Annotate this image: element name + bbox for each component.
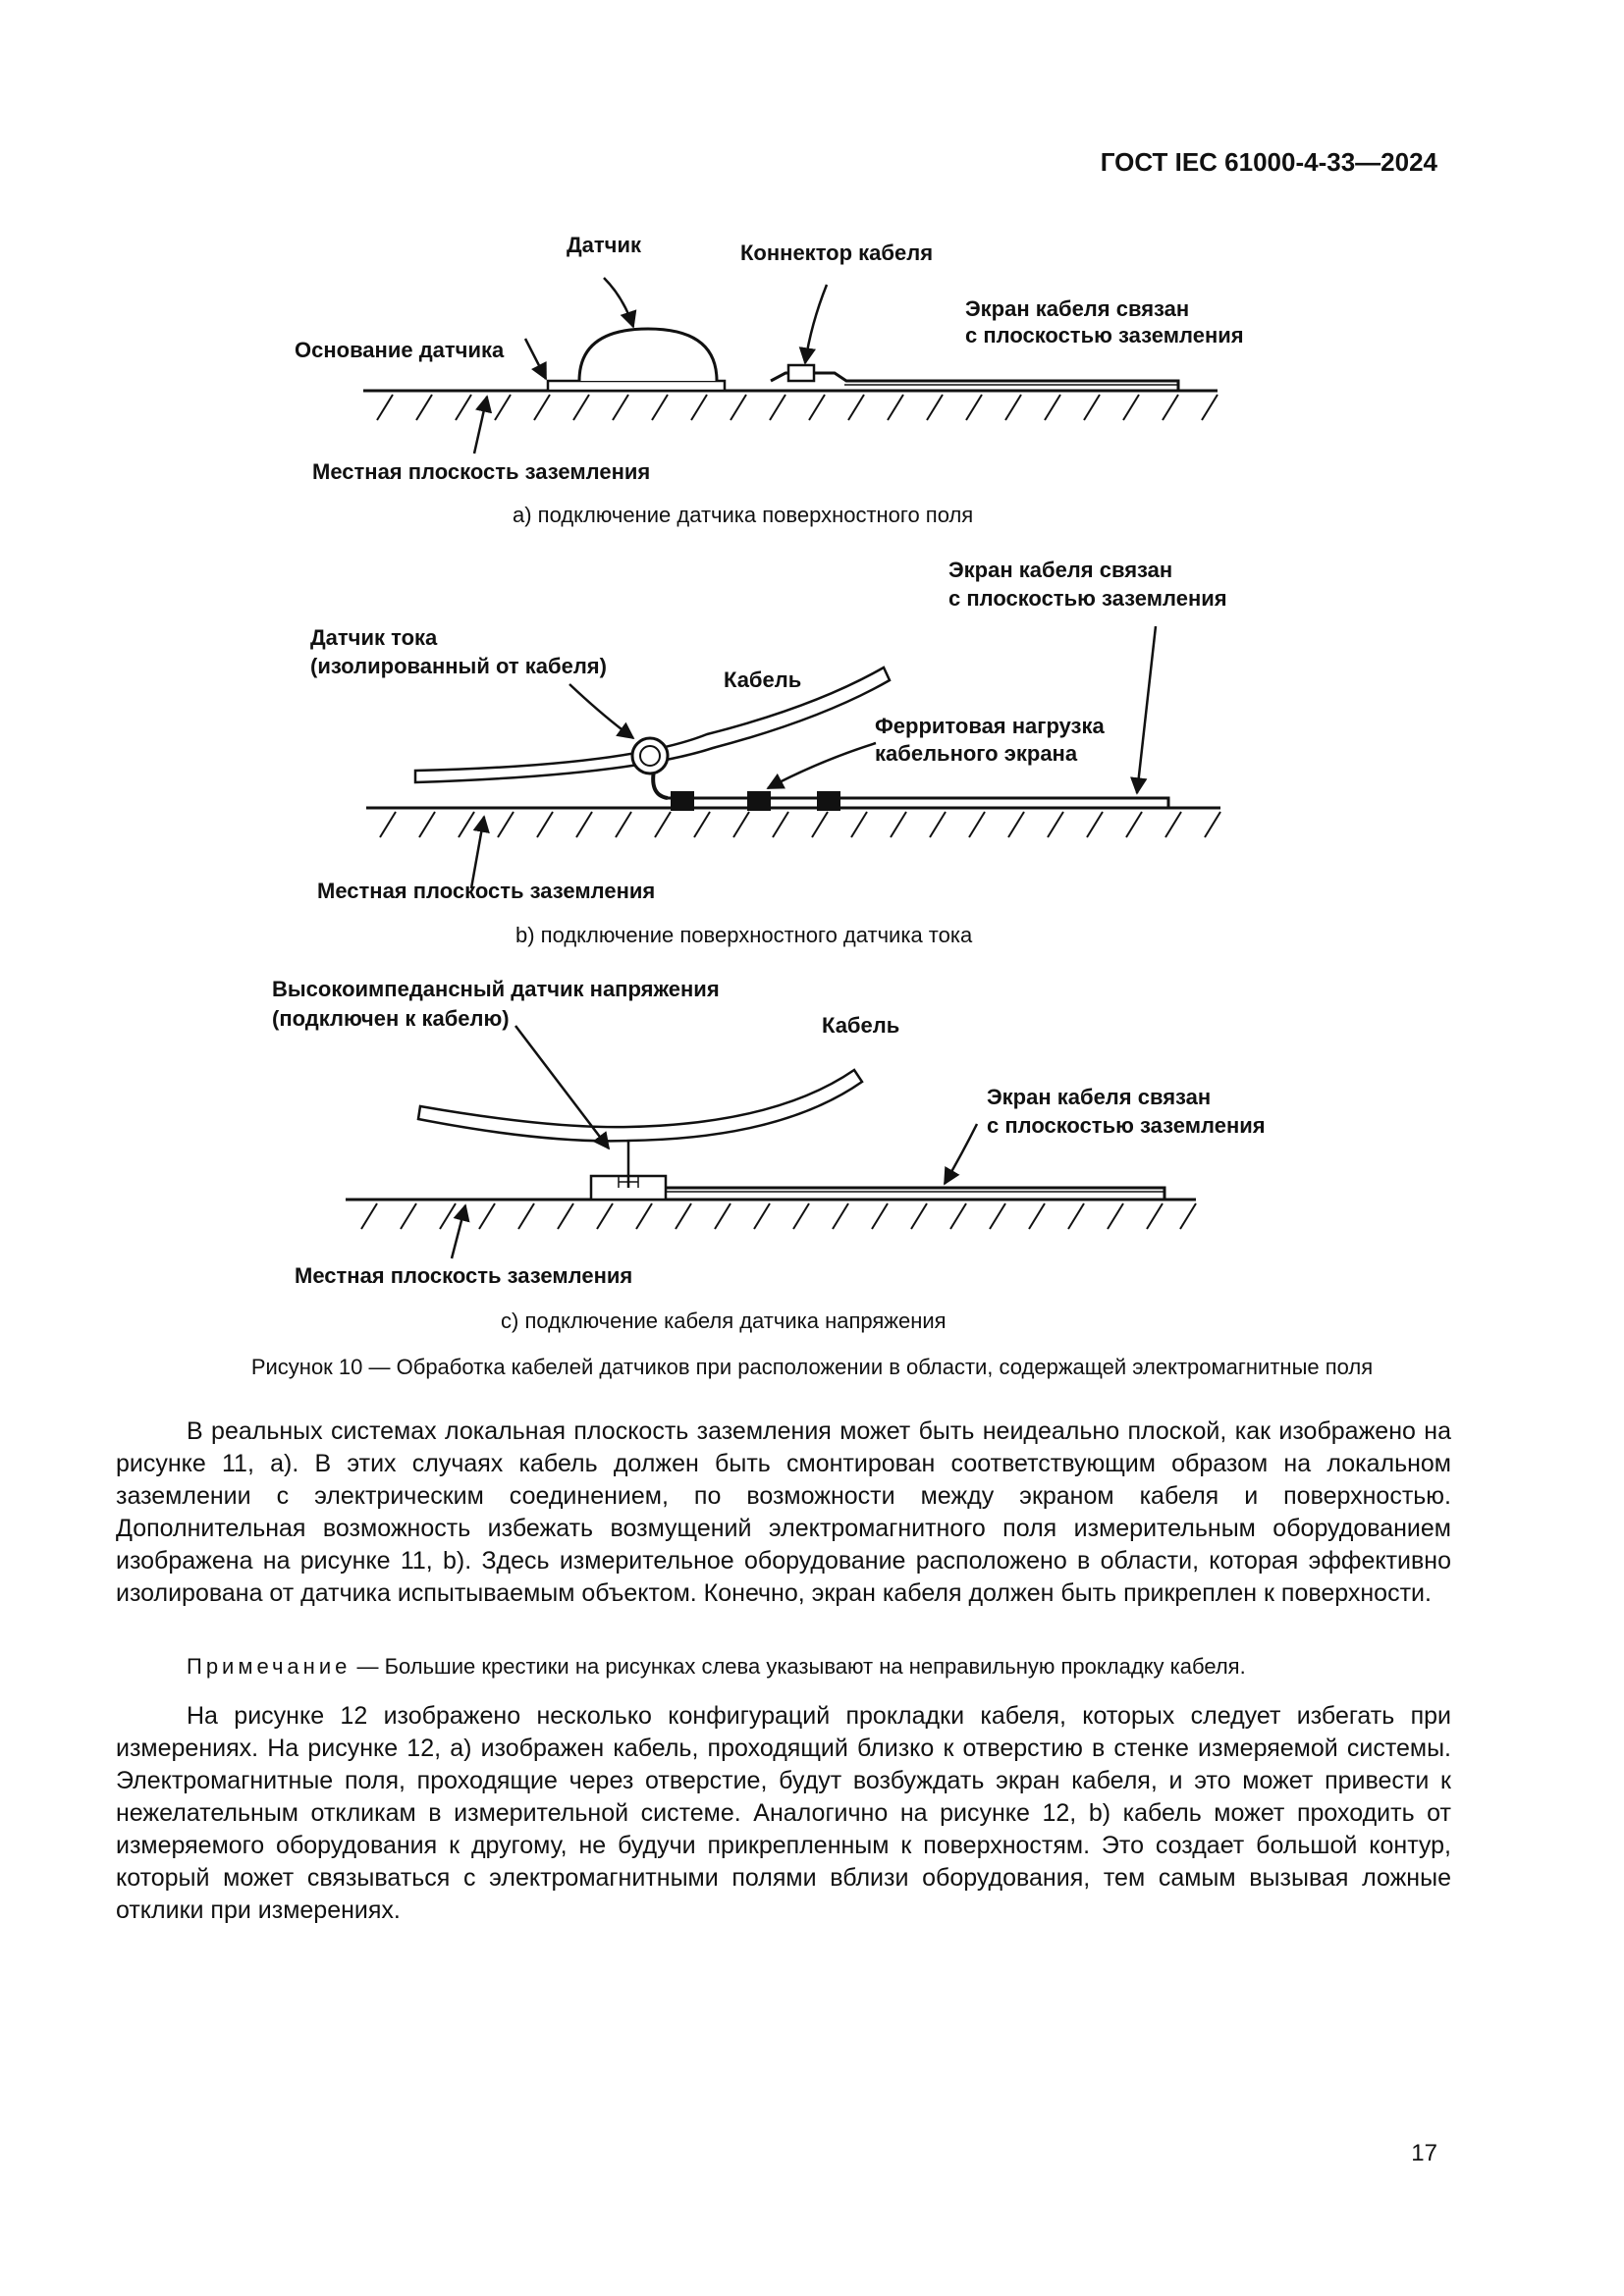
paragraph-1-text: В реальных системах локальная плоскость заземления может быть неидеально плоской, как изображено на рисунке 11, а). В этих случаях кабель должен быть смонтирован соответствующим образом на локальном заземлении с электрическим соединением, по возможности между экраном кабеля и поверхностью. Дополнительная возможность избежать возмущений электромагнитного поля измерительным оборудованием изображена на рисунке 11, b). Здесь измерительное оборудование расположено в области, которая эффективно изолирована от датчика испытываемым объектом. Конечно, экран кабеля должен быть прикреплен к поверхности.	[116, 1417, 1451, 1607]
page-number: 17	[1411, 2140, 1437, 2166]
label-hv-sensor-2: (подключен к кабелю)	[272, 1006, 510, 1031]
label-ground-a: Местная плоскость заземления	[312, 459, 651, 484]
diagram-c	[272, 977, 1266, 1333]
paragraph-2	[116, 1700, 1451, 1927]
label-cable-connector: Коннектор кабеля	[740, 240, 934, 265]
ground-hatch-b	[380, 812, 1220, 837]
label-ground-c: Местная плоскость заземления	[295, 1263, 633, 1288]
sensor-dome	[579, 329, 717, 381]
cable-c	[418, 1070, 862, 1141]
ground-hatch-c	[361, 1203, 1196, 1229]
label-shield-a-2: с плоскостью заземления	[965, 323, 1244, 347]
note-label: Примечание	[187, 1654, 352, 1679]
label-cable-b: Кабель	[724, 667, 802, 692]
cable-a	[771, 373, 1178, 391]
label-current-sensor-2: (изолированный от кабеля)	[310, 654, 607, 678]
label-ferrite-2: кабельного экрана	[875, 741, 1078, 766]
note	[187, 1654, 1463, 1680]
label-sensor: Датчик	[567, 233, 641, 257]
ground-hatch-a	[377, 395, 1218, 420]
label-ferrite-1: Ферритовая нагрузка	[875, 714, 1105, 738]
label-shield-b-2: с плоскостью заземления	[948, 586, 1227, 611]
label-current-sensor-1: Датчик тока	[310, 625, 438, 650]
figure-title: Рисунок 10 — Обработка кабелей датчиков при расположении в области, содержащей электромагнитные поля	[250, 1355, 1374, 1379]
paragraph-2-text: На рисунке 12 изображено несколько конфигураций прокладки кабеля, которых следует избегать при измерениях. На рисунке 12, а) изображен кабель, проходящий близко к отверстию в стенке измеряемой системы. Электромагнитные поля, проходящие через отверстие, будут возбуждать экран кабеля, и это может привести к нежелательным откликам в измерительной системе. Аналогично на рисунке 12, b) кабель может проходить от измеряемого оборудования к другому, не будучи прикрепленным к поверхностям. Это создает большой контур, который может связываться с электромагнитными полями вблизи оборудования, тем самым вызывая ложные отклики при измерениях.	[116, 1702, 1451, 1924]
label-shield-b-1: Экран кабеля связан	[948, 558, 1173, 582]
cable-connector	[788, 365, 814, 381]
document-code: ГОСТ IEC 61000-4-33—2024	[1100, 147, 1437, 177]
diagram-b	[310, 558, 1227, 947]
label-shield-c-2: с плоскостью заземления	[987, 1113, 1266, 1138]
caption-a: а) подключение датчика поверхностного поля	[513, 503, 974, 527]
caption-c: с) подключение кабеля датчика напряжения	[501, 1308, 947, 1333]
label-shield-c-1: Экран кабеля связан	[987, 1085, 1212, 1109]
label-cable-c: Кабель	[822, 1013, 900, 1038]
label-sensor-base: Основание датчика	[295, 338, 505, 362]
ferrite-bead-2	[747, 791, 771, 811]
label-ground-b: Местная плоскость заземления	[317, 879, 656, 903]
ferrite-bead-3	[817, 791, 840, 811]
caption-b: b) подключение поверхностного датчика тока	[515, 923, 973, 947]
diagram-a	[295, 233, 1244, 527]
shield-strip-c	[666, 1188, 1164, 1200]
ferrite-bead-1	[671, 791, 694, 811]
label-shield-a-1: Экран кабеля связан	[965, 296, 1190, 321]
label-hv-sensor-1: Высокоимпедансный датчик напряжения	[272, 977, 720, 1001]
note-text: — Большие крестики на рисунках слева указывают на неправильную прокладку кабеля.	[351, 1654, 1246, 1679]
paragraph-1	[116, 1415, 1451, 1610]
sensor-base	[548, 381, 725, 391]
